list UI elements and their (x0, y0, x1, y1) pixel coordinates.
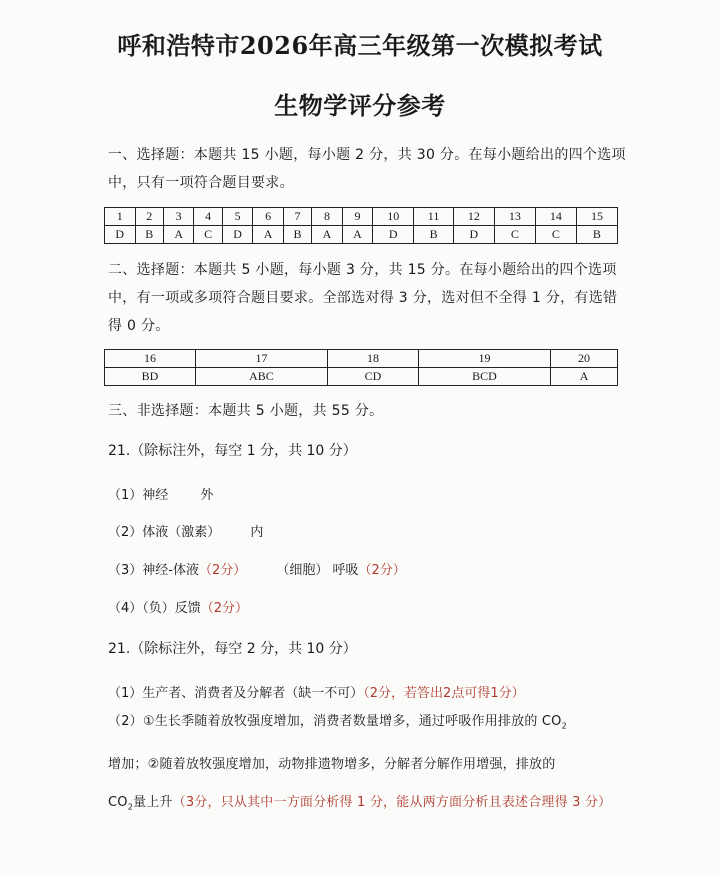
section1-intro: 一、选择题：本题共 15 小题，每小题 2 分，共 30 分。在每小题给出的四个选项中，只有一项符合题目要求。 (108, 147, 626, 191)
answer-cell: C (535, 226, 576, 244)
document-title: 呼和浩特市2026年高三年级第一次模拟考试 (117, 31, 603, 60)
question-number-cell: 7 (283, 208, 311, 226)
q22-answer-2 (108, 703, 620, 826)
q21-answer-2-text: （2）体液（激素） (108, 525, 221, 540)
question-number-cell: 6 (253, 208, 284, 226)
answer-cell: B (414, 226, 454, 244)
question-number-cell: 11 (414, 208, 454, 226)
answer-cell: B (576, 226, 617, 244)
answer-cell: A (312, 226, 343, 244)
q21-answer-2 (108, 521, 263, 540)
q21-answer-4-text: （4）（负）反馈 (108, 601, 201, 616)
q22-answer-2-score: （3分，只从其中一方面分析得 1 分，能从两方面分析且表述合理得 3 分） (172, 794, 612, 810)
q21-answer-4-score: （2分） (200, 601, 249, 616)
q22-answer-2-line-2: 增加；②随着放牧强度增加，动物排遗物增多，分解者分解作用增强，排放的 (108, 756, 556, 772)
answer-cell: A (342, 226, 373, 244)
question-number-cell: 10 (373, 208, 414, 226)
q21-header: 21.（除标注外，每空 1 分，共 10 分） (108, 443, 357, 459)
answer-cell: D (105, 226, 136, 244)
answer-cell: ABC (195, 368, 327, 386)
q21-answer-3 (108, 559, 406, 578)
question-number-cell: 20 (551, 350, 618, 368)
q21-answer-1-extra: 外 (200, 488, 214, 503)
answer-cell: BD (105, 368, 196, 386)
answer-cell: A (551, 368, 618, 386)
section3-intro: 三、非选择题：本题共 5 小题，共 55 分。 (108, 403, 384, 419)
q22-answer-1-text: （1）生产者、消费者及分解者（缺一不可） (108, 686, 364, 701)
co2-subscript: 2 (561, 721, 567, 731)
question-number-cell: 1 (105, 208, 136, 226)
answer-cell: B (135, 226, 163, 244)
answer-cell: C (494, 226, 535, 244)
q22-answer-1 (108, 682, 525, 701)
answer-table-2 (104, 349, 618, 386)
answer-table-2-number-row (105, 350, 618, 368)
q21-answer-3-text: （3）神经-体液 (108, 563, 199, 578)
q22-answer-2-line-1: （2）①生长季随着放牧强度增加，消费者数量增多，通过呼吸作用排放的 $CO_2$ (108, 714, 567, 731)
answer-cell: BCD (418, 368, 550, 386)
question-number-cell: 17 (195, 350, 327, 368)
q21-answer-4 (108, 597, 248, 616)
q22-answer-2-line-3: $CO_2$量上升（3分，只从其中一方面分析得 1 分，能从两方面分析且表述合理得 3 分） (108, 794, 612, 812)
q21-answer-3-extra-score: （2分） (358, 563, 406, 578)
document-subtitle: 生物学评分参考 (274, 91, 446, 120)
question-number-cell: 18 (328, 350, 419, 368)
answer-table-1-number-row (105, 208, 618, 226)
q21-answer-1-text: （1）神经 (108, 488, 169, 503)
question-number-cell: 5 (222, 208, 253, 226)
section2-intro: 二、选择题：本题共 5 小题，每小题 3 分，共 15 分。在每小题给出的四个选项中，有一项或多项符合题目要求。全部选对得 3 分，选对但不全得 1 分，有选错得 0 分。 (108, 262, 618, 334)
q21-answer-2-extra: 内 (250, 525, 264, 540)
question-number-cell: 19 (418, 350, 550, 368)
q21-answer-1 (108, 484, 213, 503)
answer-cell: CD (328, 368, 419, 386)
answer-cell: C (194, 226, 222, 244)
question-number-cell: 3 (163, 208, 194, 226)
answer-cell: D (373, 226, 414, 244)
answer-table-1 (104, 207, 618, 244)
answer-cell: A (253, 226, 284, 244)
answer-cell: D (453, 226, 494, 244)
question-number-cell: 12 (453, 208, 494, 226)
answer-table-2-answer-row (105, 368, 618, 386)
question-number-cell: 9 (342, 208, 373, 226)
co2-subscript: 2 (127, 802, 134, 812)
answer-cell: D (222, 226, 253, 244)
answer-table-1-answer-row (105, 226, 618, 244)
q21-answer-3-extra: （细胞） 呼吸 (276, 563, 359, 578)
q22-answer-1-score: （2分，若答出2点可得1分） (363, 686, 525, 701)
question-number-cell: 16 (105, 350, 196, 368)
question-number-cell: 2 (135, 208, 163, 226)
question-number-cell: 15 (576, 208, 617, 226)
q21-answer-3-score: （2分） (198, 563, 247, 578)
q22-header: 21.（除标注外，每空 2 分，共 10 分） (108, 641, 357, 657)
question-number-cell: 13 (494, 208, 535, 226)
question-number-cell: 8 (312, 208, 343, 226)
question-number-cell: 14 (535, 208, 576, 226)
answer-cell: A (163, 226, 194, 244)
answer-cell: B (283, 226, 311, 244)
question-number-cell: 4 (194, 208, 222, 226)
